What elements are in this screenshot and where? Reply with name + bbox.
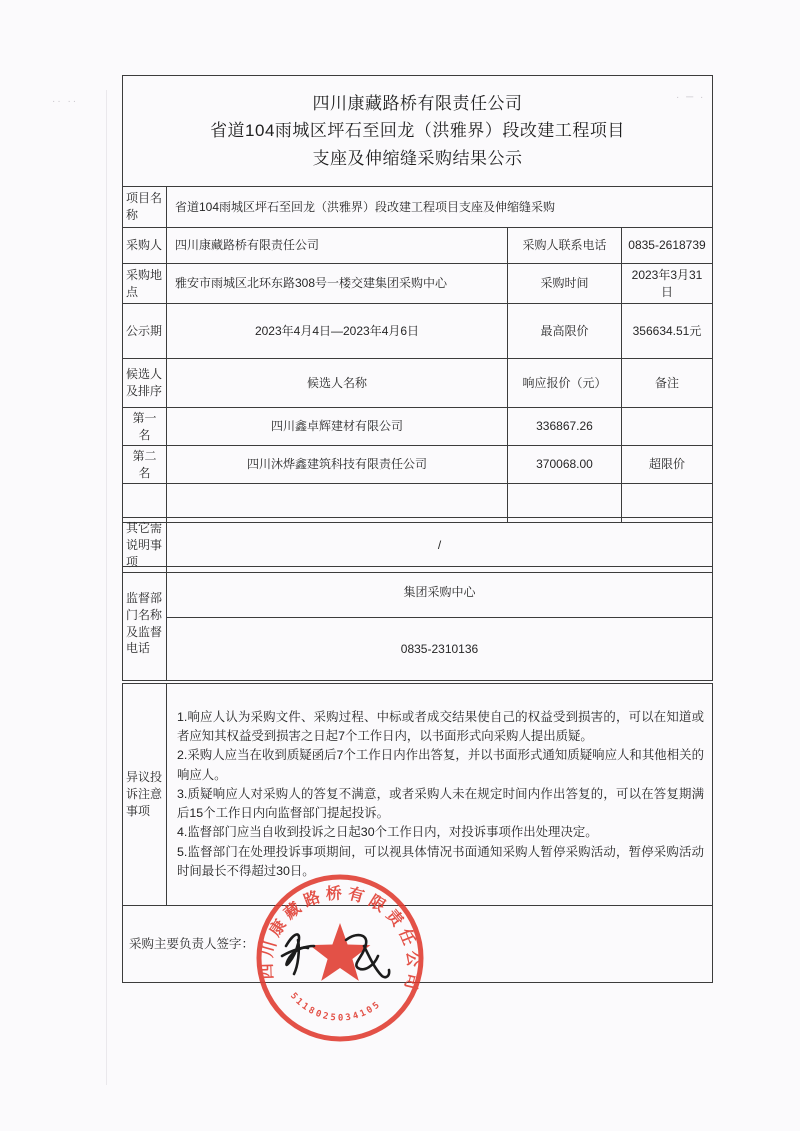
other-notes-label: 其它需说明事项: [123, 518, 167, 573]
project-name-value: 省道104雨城区坪石至回龙（洪雅界）段改建工程项目支座及伸缩缝采购: [167, 187, 713, 228]
handwritten-signature: [268, 916, 418, 996]
stamp-number: 5118025034105: [287, 991, 384, 1024]
scan-artifact: · ─ ·: [676, 92, 706, 103]
max-price-value: 356634.51元: [622, 304, 713, 359]
location-label: 采购地点: [123, 264, 167, 304]
purchaser-phone-label: 采购人联系电话: [508, 228, 622, 264]
page-edge-line: [106, 90, 107, 1085]
objection-item-3: 3.质疑响应人对采购人的答复不满意，或者采购人未在规定时间内作出答复的，可以在答复期满后15个工作日内向监督部门提起投诉。: [177, 786, 704, 821]
time-value: 2023年3月31日: [622, 264, 713, 304]
time-label: 采购时间: [508, 264, 622, 304]
purchaser-value: 四川康藏路桥有限责任公司: [167, 228, 508, 264]
candidate-rank: 第一名: [123, 408, 167, 446]
objection-item-4: 4.监督部门应当自收到投诉之日起30个工作日内，对投诉事项作出处理决定。: [177, 825, 598, 840]
stamp-company-name: 四川康藏路桥有限责任公司: [258, 885, 422, 996]
title-line-3: 支座及伸缩缝采购结果公示: [312, 148, 523, 168]
candidate-note: 超限价: [622, 446, 713, 484]
candidate-price: 370068.00: [508, 446, 622, 484]
project-name-label: 项目名称: [123, 187, 167, 228]
candidate-name: 四川鑫卓辉建材有限公司: [167, 408, 508, 446]
supervision-label: 监督部门名称及监督电话: [123, 567, 167, 681]
candidate-row: [123, 446, 713, 484]
objection-item-5: 5.监督部门在处理投诉事项期间，可以视具体情况书面通知采购人暂停采购活动，暂停采购活动时间最长不得超过30日。: [177, 844, 704, 878]
supervision-phone: 0835-2310136: [167, 618, 713, 681]
candidate-note-header: 备注: [622, 359, 713, 408]
candidate-rank: 第二名: [123, 446, 167, 484]
candidate-note: [622, 408, 713, 446]
document-title: [123, 76, 713, 187]
other-notes-table: [122, 517, 713, 573]
publicity-value: 2023年4月4日—2023年4月6日: [167, 304, 508, 359]
title-line-2: 省道104雨城区坪石至回龙（洪雅界）段改建工程项目: [210, 121, 625, 141]
publicity-label: 公示期: [123, 304, 167, 359]
purchaser-label: 采购人: [123, 228, 167, 264]
main-table: [122, 75, 713, 523]
scan-artifact: ·· ··: [52, 96, 79, 107]
title-line-1: 四川康藏路桥有限责任公司: [312, 94, 523, 114]
supervision-department: 集团采购中心: [167, 567, 713, 618]
location-value: 雅安市雨城区北环东路308号一楼交建集团采购中心: [167, 264, 508, 304]
candidate-price: 336867.26: [508, 408, 622, 446]
objection-content: [167, 684, 713, 906]
objection-label: 异议投诉注意事项: [123, 684, 167, 906]
max-price-label: 最高限价: [508, 304, 622, 359]
objection-item-1: 1.响应人认为采购文件、采购过程、中标或者成交结果使自己的权益受到损害的，可以在知道或者应知其权益受到损害之日起7个工作日内，以书面形式向采购人提出质疑。: [177, 710, 704, 744]
signature-label: 采购主要负责人签字：: [123, 906, 713, 983]
svg-text:5118025034105: [288, 991, 384, 1023]
candidate-name-header: 候选人名称: [167, 359, 508, 408]
candidate-row: [123, 408, 713, 446]
objection-item-2: 2.采购人应当在收到质疑函后7个工作日内作出答复，并以书面形式通知质疑响应人和其他相关的响应人。: [177, 748, 704, 782]
candidate-price-header: 响应报价（元）: [508, 359, 622, 408]
supervision-table: [122, 566, 713, 681]
candidate-rank-header: 候选人及排序: [123, 359, 167, 408]
other-notes-value: /: [167, 518, 713, 573]
purchaser-phone-value: 0835-2618739: [622, 228, 713, 264]
candidate-name: 四川沐烨鑫建筑科技有限责任公司: [167, 446, 508, 484]
